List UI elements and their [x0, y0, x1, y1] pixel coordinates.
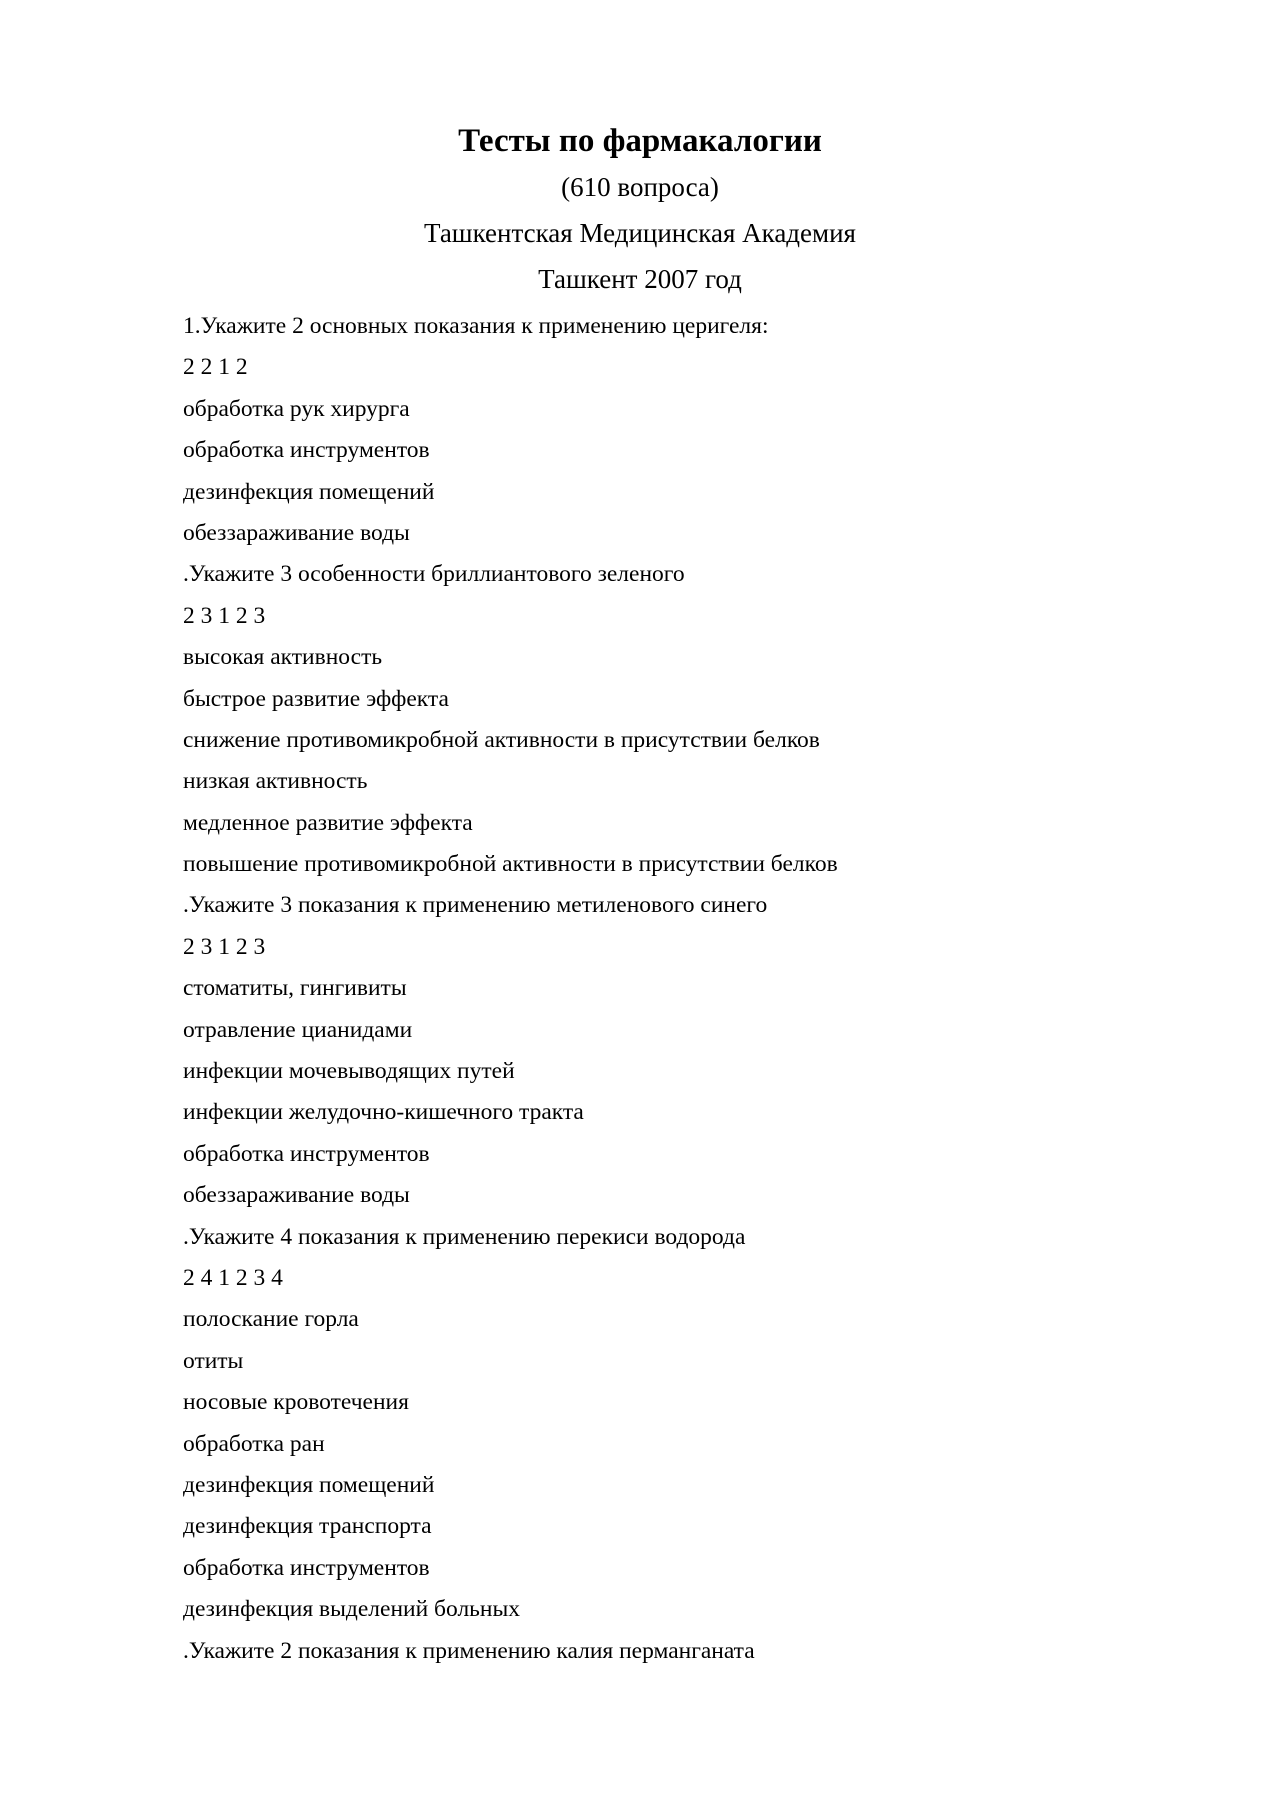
answer-option: полоскание горла — [183, 1306, 359, 1333]
answer-option: быстрое развитие эффекта — [183, 685, 449, 712]
document-place-year: Ташкент 2007 год — [538, 264, 742, 294]
answer-option: дезинфекция помещений — [183, 478, 435, 505]
questions-list — [183, 306, 1183, 1672]
answer-key: 2 2 1 2 — [183, 354, 248, 381]
answer-option: обработка инструментов — [183, 1140, 430, 1167]
answer-key: 2 4 1 2 3 4 — [183, 1264, 283, 1291]
document-institution: Ташкентская Медицинская Академия — [424, 218, 856, 248]
answer-option: инфекции мочевыводящих путей — [183, 1058, 515, 1085]
question-text: .Укажите 3 показания к применению метиленового синего — [183, 892, 768, 919]
answer-option: инфекции желудочно-кишечного тракта — [183, 1099, 584, 1126]
answer-option: повышение противомикробной активности в присутствии белков — [183, 851, 838, 878]
question-text: 1.Укажите 2 основных показания к применению церигеля: — [183, 313, 769, 339]
answer-option: дезинфекция помещений — [183, 1471, 435, 1498]
answer-option: обработка ран — [183, 1430, 325, 1457]
answer-key: 2 3 1 2 3 — [183, 602, 266, 629]
answer-option: дезинфекция выделений больных — [183, 1596, 521, 1623]
answer-option: обеззараживание воды — [183, 1182, 410, 1209]
answer-option: обработка инструментов — [183, 437, 430, 464]
answer-option: снижение противомикробной активности в присутствии белков — [183, 726, 820, 753]
answer-option: высокая активность — [183, 644, 383, 671]
document-header — [0, 118, 1280, 302]
document-subtitle: (610 вопроса) — [561, 172, 719, 202]
document-title: Тесты по фармакалогии — [458, 123, 822, 159]
question-text: .Укажите 4 показания к применению перекиси водорода — [183, 1223, 746, 1250]
answer-option: медленное развитие эффекта — [183, 809, 473, 836]
question-text: .Укажите 2 показания к применению калия перманганата — [183, 1637, 755, 1664]
answer-option: обеззараживание воды — [183, 519, 410, 546]
answer-option: обработка рук хирурга — [183, 395, 410, 422]
answer-key: 2 3 1 2 3 — [183, 933, 266, 960]
answer-option: стоматиты, гингивиты — [183, 975, 407, 1002]
question-text: .Укажите 3 особенности бриллиантового зеленого — [183, 561, 685, 588]
answer-option: обработка инструментов — [183, 1554, 430, 1581]
answer-option: отиты — [183, 1347, 244, 1374]
answer-option: отравление цианидами — [183, 1016, 413, 1043]
answer-option: низкая активность — [183, 768, 368, 795]
answer-option: носовые кровотечения — [183, 1389, 409, 1416]
answer-option: дезинфекция транспорта — [183, 1513, 432, 1540]
